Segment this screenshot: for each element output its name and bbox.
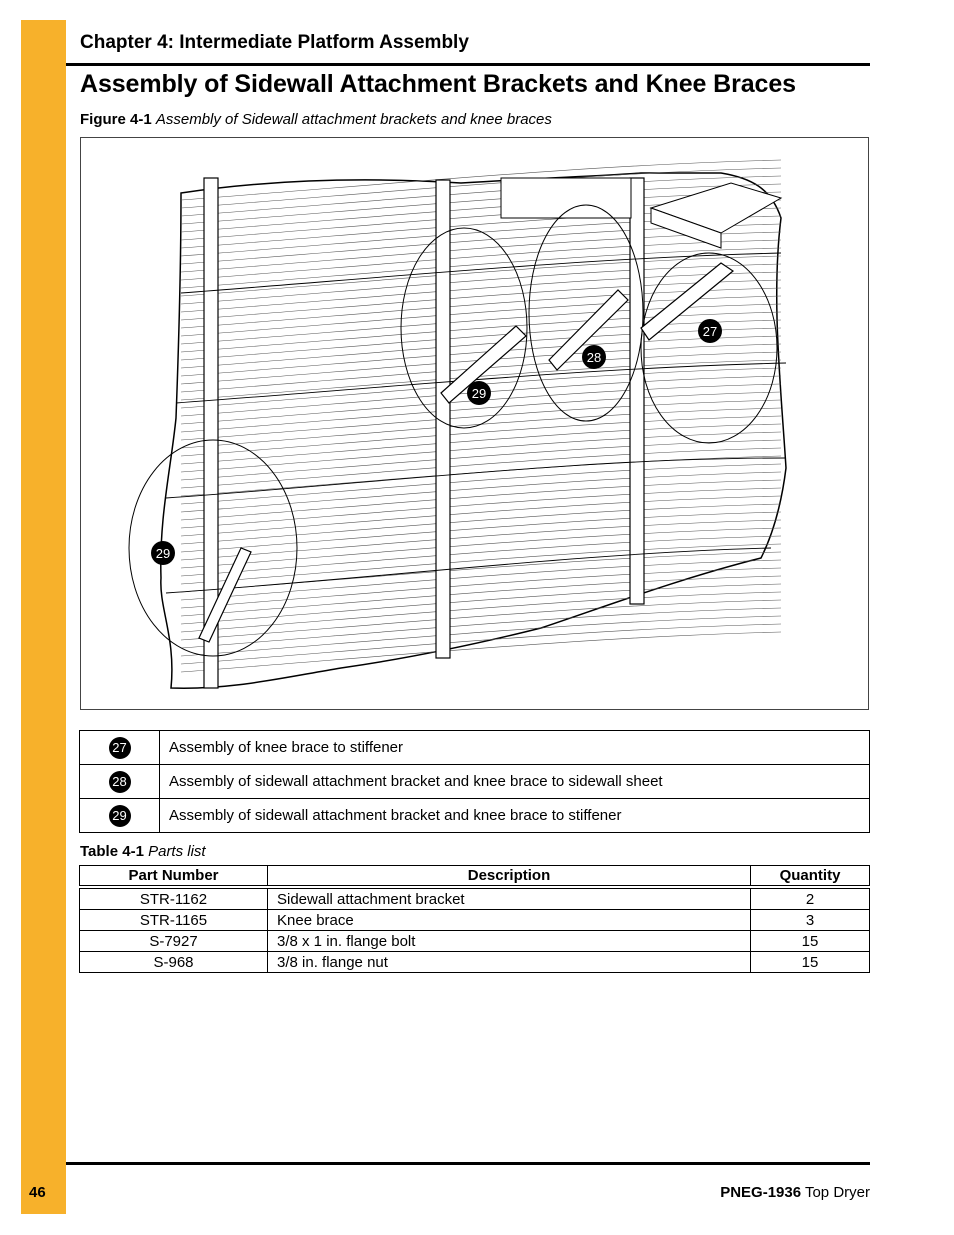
figure-frame <box>80 137 869 710</box>
callout-29-lower: 29 <box>155 546 171 561</box>
description-cell: 3/8 in. flange nut <box>268 952 751 973</box>
assembly-drawing <box>81 138 870 711</box>
table-row <box>80 887 870 910</box>
figure-caption-text: Assembly of Sidewall attachment brackets and knee braces <box>155 111 552 128</box>
header-quantity: Quantity <box>751 866 870 888</box>
footer-rule <box>66 1162 870 1165</box>
parts-list-table <box>79 865 870 973</box>
legend-description: Assembly of knee brace to stiffener <box>160 731 870 765</box>
header-part-number: Part Number <box>80 866 268 888</box>
part-number-cell: S-7927 <box>80 931 268 952</box>
header-rule <box>66 63 870 66</box>
quantity-cell: 2 <box>751 887 870 910</box>
legend-description: Assembly of sidewall attachment bracket and knee brace to sidewall sheet <box>160 765 870 799</box>
page-title: Assembly of Sidewall Attachment Brackets and Knee Braces <box>80 70 796 98</box>
page-number: 46 <box>29 1184 46 1201</box>
header-description: Description <box>268 866 751 888</box>
callout-29-upper: 29 <box>471 386 487 401</box>
quantity-cell: 3 <box>751 910 870 931</box>
part-number-cell: STR-1165 <box>80 910 268 931</box>
document-code: PNEG-1936 <box>720 1184 802 1201</box>
table-row <box>80 931 870 952</box>
table-row <box>80 910 870 931</box>
table-caption <box>80 843 206 860</box>
document-name: Top Dryer <box>804 1184 870 1201</box>
legend-row <box>80 799 870 833</box>
legend-row <box>80 731 870 765</box>
legend-callout-badge: 28 <box>109 771 131 793</box>
legend-callout-badge: 27 <box>109 737 131 759</box>
callout-27: 27 <box>702 324 718 339</box>
table-caption-text: Parts list <box>148 843 206 860</box>
chapter-color-bar <box>21 20 66 1214</box>
description-cell: Sidewall attachment bracket <box>268 887 751 910</box>
table-header-row <box>80 866 870 888</box>
quantity-cell: 15 <box>751 931 870 952</box>
quantity-cell: 15 <box>751 952 870 973</box>
part-number-cell: S-968 <box>80 952 268 973</box>
description-cell: Knee brace <box>268 910 751 931</box>
part-number-cell: STR-1162 <box>80 887 268 910</box>
legend-description: Assembly of sidewall attachment bracket and knee brace to stiffener <box>160 799 870 833</box>
callout-28: 28 <box>586 350 602 365</box>
legend-row <box>80 765 870 799</box>
legend-callout-badge: 29 <box>109 805 131 827</box>
table-label: Table 4-1 <box>80 843 144 860</box>
document-id <box>720 1184 870 1201</box>
description-cell: 3/8 x 1 in. flange bolt <box>268 931 751 952</box>
callout-legend-table <box>79 730 870 833</box>
figure-label: Figure 4-1 <box>80 111 152 128</box>
chapter-heading: Chapter 4: Intermediate Platform Assembly <box>80 32 469 53</box>
table-row <box>80 952 870 973</box>
figure-caption <box>80 111 552 128</box>
